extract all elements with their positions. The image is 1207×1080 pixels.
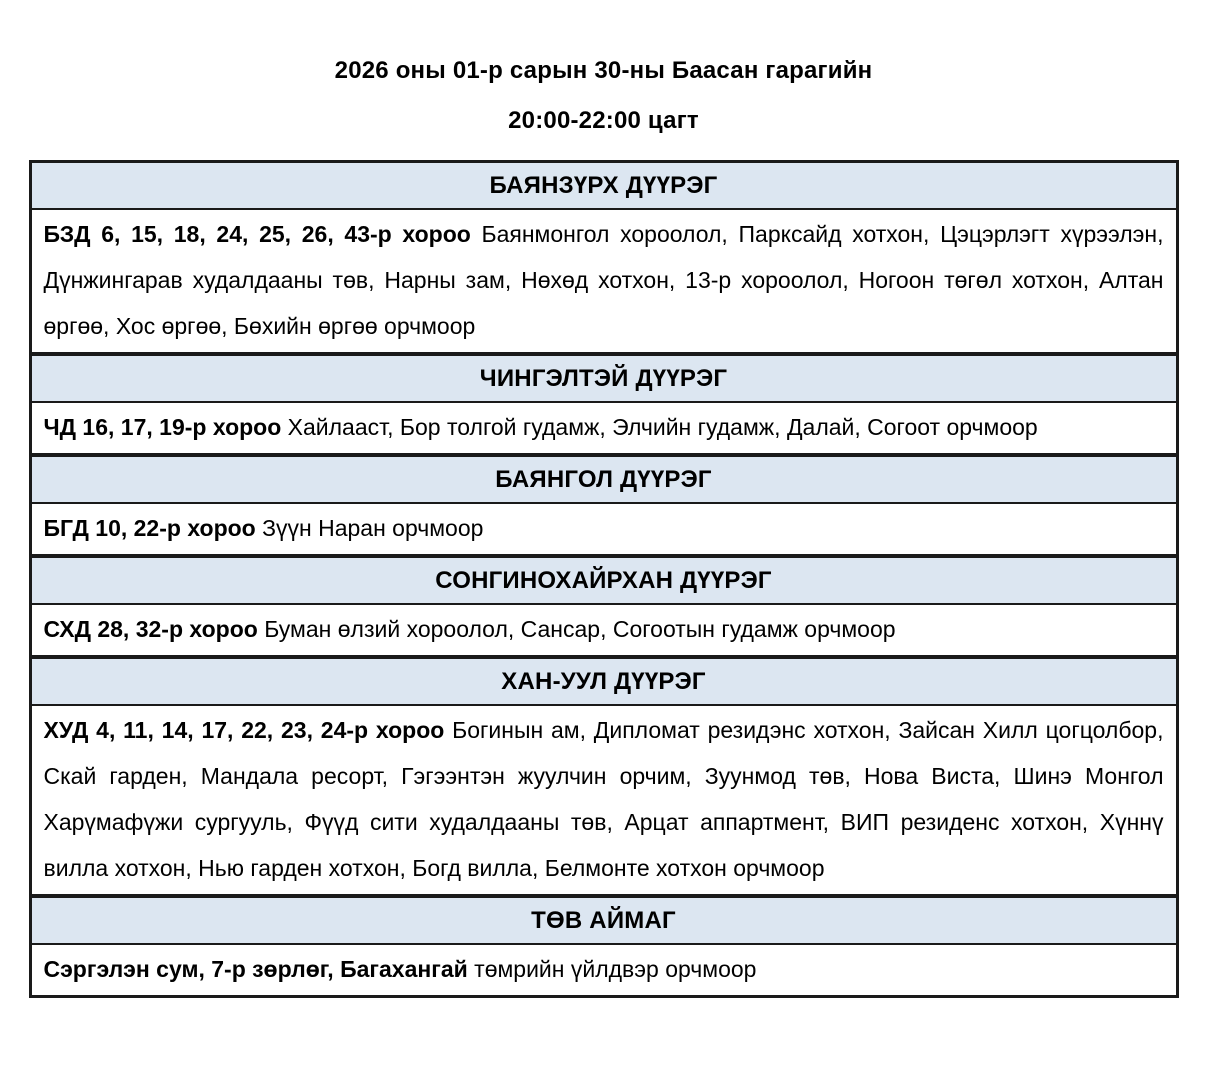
khoroo-list: Сэргэлэн сум, 7-р зөрлөг, Багахангай [43, 956, 468, 982]
section-body [32, 210, 1176, 352]
area-list: Буман өлзий хороолол, Сансар, Согоотын гудамж орчмоор [264, 616, 896, 642]
khoroo-list: ХУД 4, 11, 14, 17, 22, 23, 24-р хороо [43, 717, 445, 743]
section-header: БАЯНЗҮРХ ДҮҮРЭГ [32, 163, 1176, 210]
outage-table [29, 160, 1179, 998]
section-header: ЧИНГЭЛТЭЙ ДҮҮРЭГ [32, 352, 1176, 403]
section-songinokhairkhan [32, 554, 1176, 655]
document-title-date: 2026 оны 01-р сарын 30-ны Баасан гарагийн [334, 57, 873, 84]
khoroo-list: СХД 28, 32-р хороо [43, 616, 258, 642]
section-body [32, 706, 1176, 894]
document-title [0, 0, 1207, 134]
section-header: ТӨВ АЙМАГ [32, 894, 1176, 945]
section-header: БАЯНГОЛ ДҮҮРЭГ [32, 453, 1176, 504]
section-tuv-aimag [32, 894, 1176, 995]
section-body [32, 403, 1176, 453]
section-header: ХАН-УУЛ ДҮҮРЭГ [32, 655, 1176, 706]
khoroo-list: БЗД 6, 15, 18, 24, 25, 26, 43-р хороо [43, 221, 471, 247]
section-body [32, 945, 1176, 995]
section-khan-uul [32, 655, 1176, 894]
area-list: Хайлааст, Бор толгой гудамж, Элчийн гудамж, Далай, Согоот орчмоор [287, 414, 1038, 440]
khoroo-list: ЧД 16, 17, 19-р хороо [43, 414, 282, 440]
area-list: Баянмонгол хороолол, Парксайд хотхон, Цэцэрлэгт хүрээлэн, Дүнжингарав худалдааны төв, Нарны зам, Нөхөд хотхон, 13-р хороолол, Ногоон төгөл хотхон, Алтан өргөө, Хос өргөө, Бөхийн өргөө орчмоор [43, 221, 1164, 339]
section-bayangol [32, 453, 1176, 554]
section-body [32, 504, 1176, 554]
area-list: Богинын ам, Дипломат резидэнс хотхон, Зайсан Хилл цогцолбор, Скай гарден, Мандала ресорт, Гэгээнтэн жуулчин орчим, Зуунмод төв, Нова Виста, Шинэ Монгол Харүмафүжи сургууль, Фүүд сити худалдааны төв, Арцат аппартмент, ВИП резиденс хотхон, Хүннү вилла хотхон, Нью гарден хотхон, Богд вилла, Белмонте хотхон орчмоор [43, 717, 1164, 881]
section-chingeltei [32, 352, 1176, 453]
khoroo-list: БГД 10, 22-р хороо [43, 515, 256, 541]
section-body [32, 605, 1176, 655]
section-header: СОНГИНОХАЙРХАН ДҮҮРЭГ [32, 554, 1176, 605]
area-list: Зүүн Наран орчмоор [262, 515, 484, 541]
document-title-time: 20:00-22:00 цагт [508, 107, 699, 134]
section-bayanzurkh [32, 163, 1176, 352]
area-list: төмрийн үйлдвэр орчмоор [474, 956, 757, 982]
